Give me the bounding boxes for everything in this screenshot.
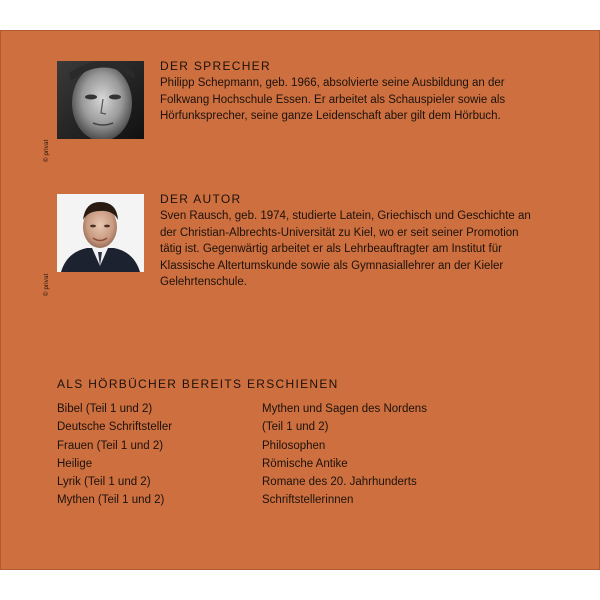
author-bio-line: der Christian-Albrechts-Universität zu Kiel, wo er seit seiner Promotion [160,226,519,239]
list-item: Bibel (Teil 1 und 2) [57,403,153,415]
author-heading: DER AUTOR [160,192,242,206]
list-item: Romane des 20. Jahrhunderts [262,476,417,489]
speaker-bio-line: Philipp Schepmann, geb. 1966, absolvierte seine Ausbildung an der [160,77,505,89]
list-item: Schriftstellerinnen [262,494,354,507]
booklet-page [0,30,600,570]
speaker-bio-line: Folkwang Hochschule Essen. Er arbeitet als Schauspieler sowie als [160,93,506,106]
list-item: Römische Antike [262,457,348,470]
list-item: Lyrik (Teil 1 und 2) [57,476,151,489]
author-photo-credit: © privat [44,273,50,296]
list-item: Philosophen [262,439,326,452]
list-item: Mythen (Teil 1 und 2) [57,494,165,507]
speaker-photo [57,61,144,139]
published-heading: ALS HÖRBÜCHER BEREITS ERSCHIENEN [57,377,339,391]
speaker-bio [160,75,505,125]
speaker-photo-credit: © privat [44,139,50,162]
speaker-heading: DER SPRECHER [160,59,271,73]
author-bio [160,208,531,291]
published-list-left [57,400,172,510]
published-list-right [262,400,427,510]
list-item: Frauen (Teil 1 und 2) [57,439,164,452]
list-item: Heilige [57,457,93,470]
author-photo [57,194,144,272]
author-bio-line: Gelehrtenschule. [160,276,247,288]
author-bio-line: tätig ist. Gegenwärtig arbeitet er als Lehrbeauftragter am Institut für [160,243,502,255]
list-item: (Teil 1 und 2) [262,421,329,434]
list-item: Deutsche Schriftsteller [57,421,173,434]
author-bio-line: Sven Rausch, geb. 1974, studierte Latein, Griechisch und Geschichte an [160,210,531,222]
list-item: Mythen und Sagen des Nordens [262,403,427,415]
speaker-bio-line: Hörfunksprecher, seine ganze Leidenschaft aber gilt dem Hörbuch. [160,110,501,122]
author-bio-line: Klassische Altertumskunde sowie als Gymnasiallehrer an der Kieler [160,259,504,272]
